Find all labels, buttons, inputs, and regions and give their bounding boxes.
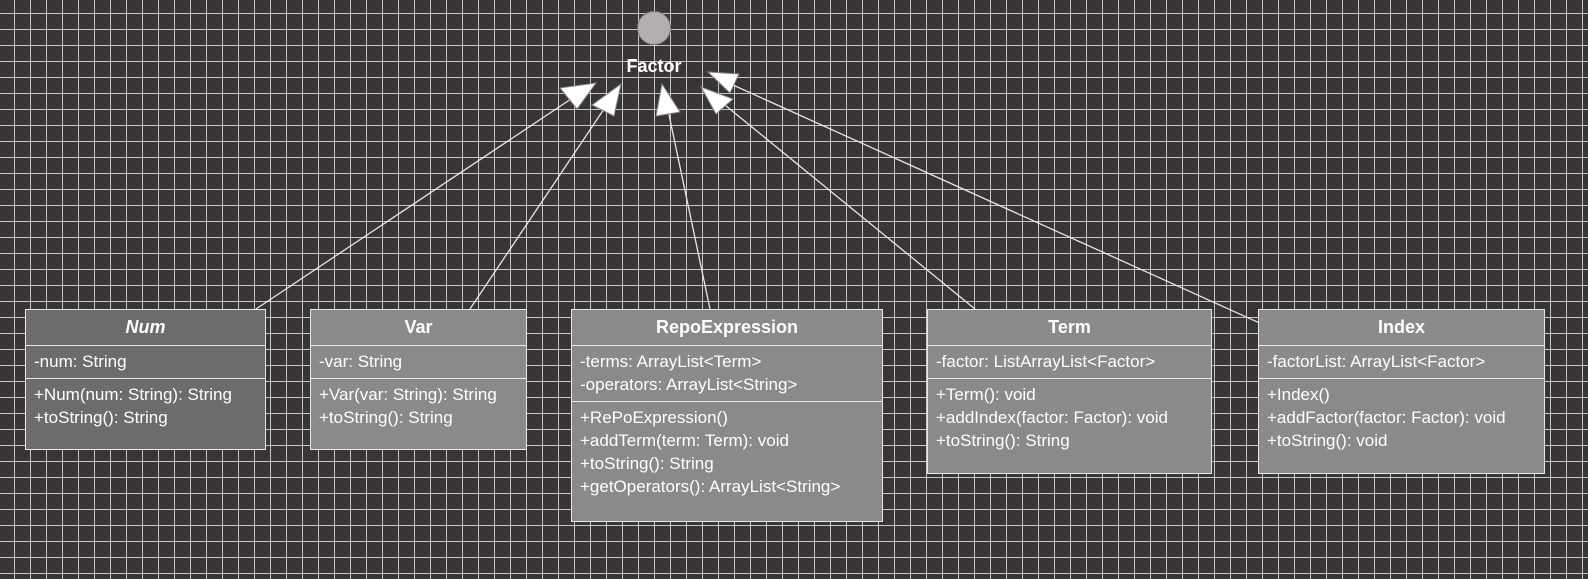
class-term[interactable] — [927, 309, 1212, 474]
index-realization-line — [733, 85, 1275, 330]
class-name: RepoExpression — [572, 310, 882, 346]
term-realization-line — [720, 101, 975, 309]
class-name: Num — [26, 310, 265, 346]
attribute: -factorList: ArrayList<Factor> — [1267, 352, 1486, 371]
num-realization-line — [256, 95, 577, 309]
method: +toString(): String — [580, 454, 714, 473]
method: +addTerm(term: Term): void — [580, 431, 789, 450]
repoexpression-arrowhead — [656, 84, 680, 116]
class-name: Var — [311, 310, 526, 346]
attribute: -operators: ArrayList<String> — [580, 375, 798, 394]
method: +toString(): String — [319, 408, 453, 427]
class-index[interactable] — [1258, 309, 1545, 474]
factor-interface-label[interactable]: Factor — [626, 56, 682, 76]
method: +toString(): String — [936, 431, 1070, 450]
attributes-section — [928, 346, 1211, 379]
attributes-section — [26, 346, 265, 379]
attribute: -terms: ArrayList<Term> — [580, 352, 762, 371]
num-arrowhead — [560, 83, 596, 109]
method: +toString(): void — [1267, 431, 1388, 450]
class-name: Index — [1259, 310, 1544, 346]
var-arrowhead — [592, 84, 621, 116]
class-num[interactable] — [25, 309, 266, 450]
method: +Index() — [1267, 385, 1330, 404]
method: +Num(num: String): String — [34, 385, 232, 404]
method: +addFactor(factor: Factor): void — [1267, 408, 1506, 427]
attribute: -var: String — [319, 352, 403, 371]
index-arrowhead — [708, 72, 739, 93]
class-repoexpression[interactable] — [571, 309, 883, 522]
methods-section — [928, 379, 1211, 457]
var-realization-line — [470, 106, 606, 309]
attribute: -num: String — [34, 352, 127, 371]
methods-section — [26, 379, 265, 434]
method: +Term(): void — [936, 385, 1036, 404]
attributes-section — [1259, 346, 1544, 379]
attribute: -factor: ListArrayList<Factor> — [936, 352, 1156, 371]
attributes-section — [572, 346, 882, 402]
methods-section — [1259, 379, 1544, 457]
class-var[interactable] — [310, 309, 527, 450]
attributes-section — [311, 346, 526, 379]
factor-interface-icon[interactable] — [637, 11, 671, 45]
method: +addIndex(factor: Factor): void — [936, 408, 1168, 427]
method: +toString(): String — [34, 408, 168, 427]
repoexpression-realization-line — [668, 110, 710, 309]
methods-section — [311, 379, 526, 434]
class-name: Term — [928, 310, 1211, 346]
method: +RePoExpression() — [580, 408, 728, 427]
method: +Var(var: String): String — [319, 385, 497, 404]
methods-section — [572, 402, 882, 503]
method: +getOperators(): ArrayList<String> — [580, 477, 841, 496]
